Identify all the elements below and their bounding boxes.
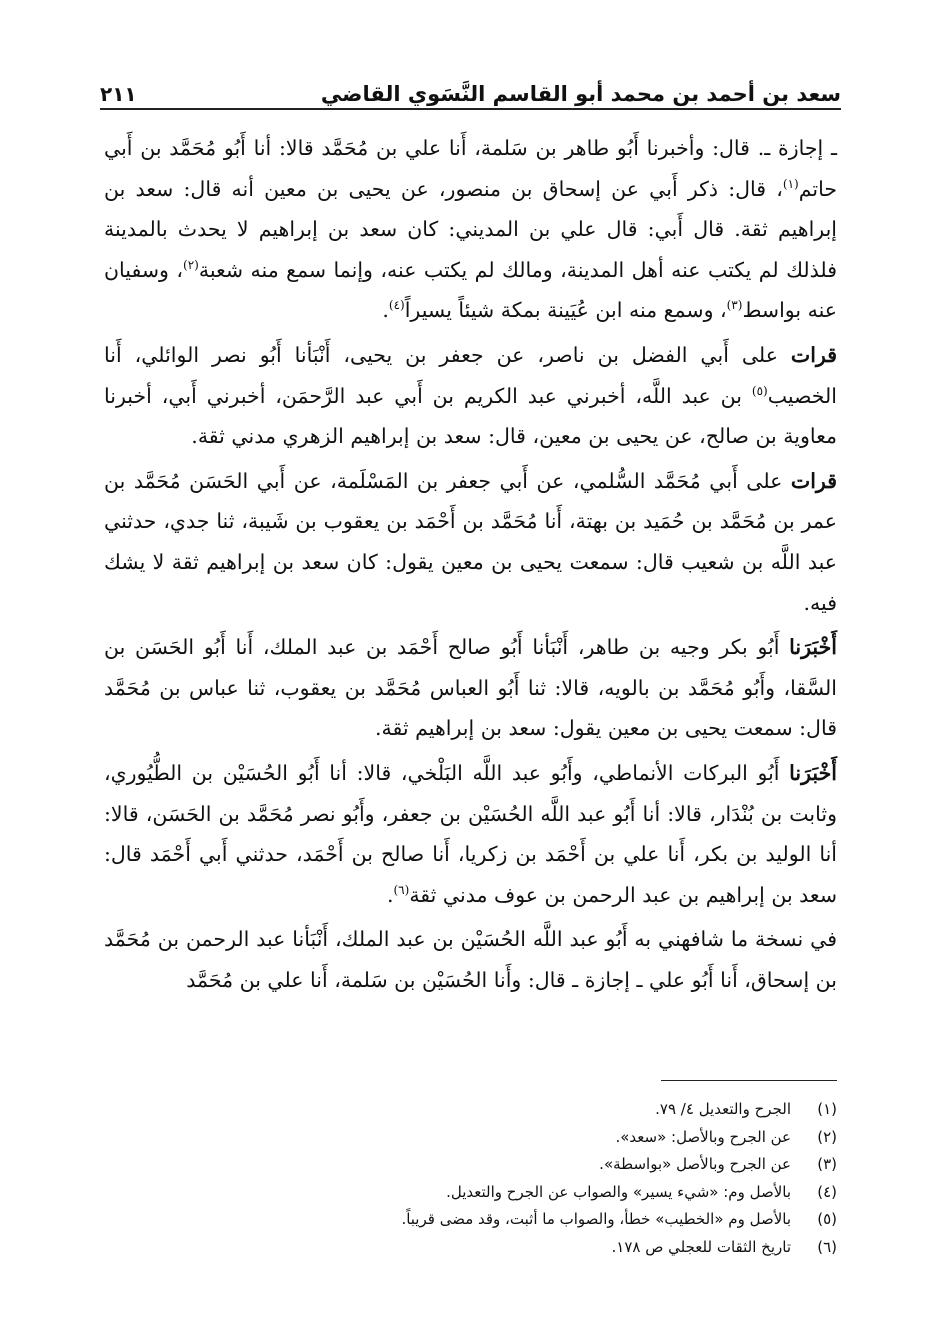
running-title: سعد بن أحمد بن محمد أبو القاسم النَّسَوي القاضي xyxy=(320,82,841,106)
footnote-rule xyxy=(661,1080,837,1081)
footnote-text: الجرح والتعديل ٤/ ٧٩. xyxy=(655,1100,791,1118)
footnote-ref-2: (٢) xyxy=(183,257,199,272)
page-number: ٢١١ xyxy=(100,82,137,106)
text-run: على أَبي مُحَمَّد السُّلمي، عن أَبي جعفر بن المَسْلَمة، عن أَبي الحَسَن مُحَمَّد بن عمر بن مُحَمَّد بن حُمَيد بن بهتة، أَنا مُحَمَّد بن أَحْمَد بن يعقوب بن شَيبة، ثنا جدي، حدثني عبد اللَّه بن شعيب قال: سمعت يحيى بن معين يقول: كان سعد بن إبراهيم ثقة لا يشك فيه. xyxy=(104,468,837,615)
keyword-akhbarana: أَخْبَرَنا xyxy=(789,760,837,785)
footnote-number: (٣) xyxy=(817,1155,837,1174)
footnote-6 xyxy=(300,1234,837,1262)
footnote-ref-5: (٥) xyxy=(751,383,768,398)
footnote-number: (٤) xyxy=(817,1182,837,1201)
footnote-1 xyxy=(300,1096,837,1124)
text-run: في نسخة ما شافهني به أَبُو عبد اللَّه الحُسَيْن بن عبد الملك، أَنْبَأنا عبد الرحمن بن مُحَمَّد بن إسحاق، أَنا أَبُو علي ـ إجازة ـ قال: وأَنا الحُسَيْن بن سَلمة، أَنا علي بن مُحَمَّد xyxy=(104,927,837,992)
text-run: . xyxy=(386,882,394,907)
text-run: أَبُو البركات الأنماطي، وأَبُو عبد اللَّه البَلْخي، قالا: أنا أَبُو الحُسَيْن بن الطُّيُوري، وثابت بن بُنْدَار، قالا: أنا أَبُو عبد اللَّه الحُسَيْن بن جعفر، وأَبُو نصر مُحَمَّد بن الحَسَن، قالا: أنا الوليد بن بكر، أَنا علي بن أَحْمَد بن زكريا، أَنا صالح بن أَحْمَد، حدثني أَبي أَحْمَد قال: سعد بن إبراهيم بن عبد الرحمن بن عوف مدني ثقة xyxy=(104,760,837,907)
footnote-5 xyxy=(300,1206,837,1234)
footnote-ref-1: (١) xyxy=(782,176,799,191)
text-run: ، وسمع منه ابن عُيَينة بمكة شيئاً يسيراً xyxy=(404,298,727,323)
body-text xyxy=(104,128,837,1004)
text-run: أَبُو بكر وجيه بن طاهر، أَنْبَأنا أَبُو صالح أَحْمَد بن عبد الملك، أَنا أَبُو الحَسَن بن السَّقا، وأَبُو مُحَمَّد بن بالويه، قالا: ثنا أَبُو العباس مُحَمَّد بن يعقوب، ثنا عباس بن مُحَمَّد قال: سمعت يحيى بن معين يقول: سعد بن إبراهيم ثقة. xyxy=(104,635,837,741)
paragraph-4 xyxy=(104,627,837,749)
text-run: ، قال: ذكر أَبي عن إسحاق بن منصور، عن يحيى بن معين أنه قال: سعد بن إبراهيم ثقة. قال أَبي: قال علي بن المديني: كان سعد بن إبراهيم لا يحدث بالمدينة فلذلك لم يكتب عنه أهل المدينة، ومالك لم يكتب عنه، وإنما سمع منه شعبة xyxy=(104,176,837,282)
footnote-number: (٥) xyxy=(817,1210,837,1229)
footnote-text: عن الجرح وبالأصل «بواسطة». xyxy=(599,1155,791,1174)
keyword-qarat: قرات xyxy=(790,468,837,493)
footnotes xyxy=(300,1096,837,1262)
text-run: على أَبي الفضل بن ناصر، عن جعفر بن يحيى، أَنْبَأنا أَبُو نصر الوائلي، أَنا الخصيب xyxy=(104,342,837,408)
footnote-text: بالأصل وم: «شيء يسير» والصواب عن الجرح والتعديل. xyxy=(446,1182,791,1201)
footnote-number: (٢) xyxy=(817,1127,837,1146)
text-run: ـ إجازة ـ. قال: وأخبرنا أَبُو طاهر بن سَلمة، أَنا علي بن مُحَمَّد قالا: أنا أَبُو مُحَمَّد بن أَبي حاتم xyxy=(104,136,837,201)
paragraph-1 xyxy=(104,128,837,331)
page-header xyxy=(100,70,841,106)
footnote-text: تاريخ الثقات للعجلي ص ١٧٨. xyxy=(611,1237,791,1256)
footnote-number: (٦) xyxy=(817,1237,837,1256)
text-run: بن عبد اللَّه، أخبرني عبد الكريم بن أَبي عبد الرَّحمَن، أخبرني أَبي، أخبرنا معاوية بن صالح، عن يحيى بن معين، قال: سعد بن إبراهيم الزهري مدني ثقة. xyxy=(104,383,837,449)
paragraph-6 xyxy=(104,919,837,1000)
footnote-ref-4: (٤) xyxy=(388,298,405,313)
paragraph-5 xyxy=(104,753,837,915)
footnote-3 xyxy=(300,1151,837,1179)
paragraph-3 xyxy=(104,461,837,623)
footnote-ref-3: (٣) xyxy=(726,298,743,313)
paragraph-2 xyxy=(104,335,837,457)
header-rule xyxy=(100,108,841,110)
footnote-ref-6: (٦) xyxy=(393,882,410,897)
keyword-qarat: قرات xyxy=(790,342,837,367)
footnote-number: (١) xyxy=(817,1100,837,1118)
text-run: ، وسفيان عنه بواسط xyxy=(104,257,837,323)
footnote-text: بالأصل وم «الخطيب» خطأ، والصواب ما أثبت، وقد مضى قريباً. xyxy=(401,1210,791,1229)
footnote-2 xyxy=(300,1124,837,1152)
keyword-akhbarana: أَخْبَرَنا xyxy=(789,635,837,660)
footnote-text: عن الجرح وبالأصل: «سعد». xyxy=(615,1127,791,1146)
footnote-4 xyxy=(300,1179,837,1207)
text-run: . xyxy=(382,298,389,323)
